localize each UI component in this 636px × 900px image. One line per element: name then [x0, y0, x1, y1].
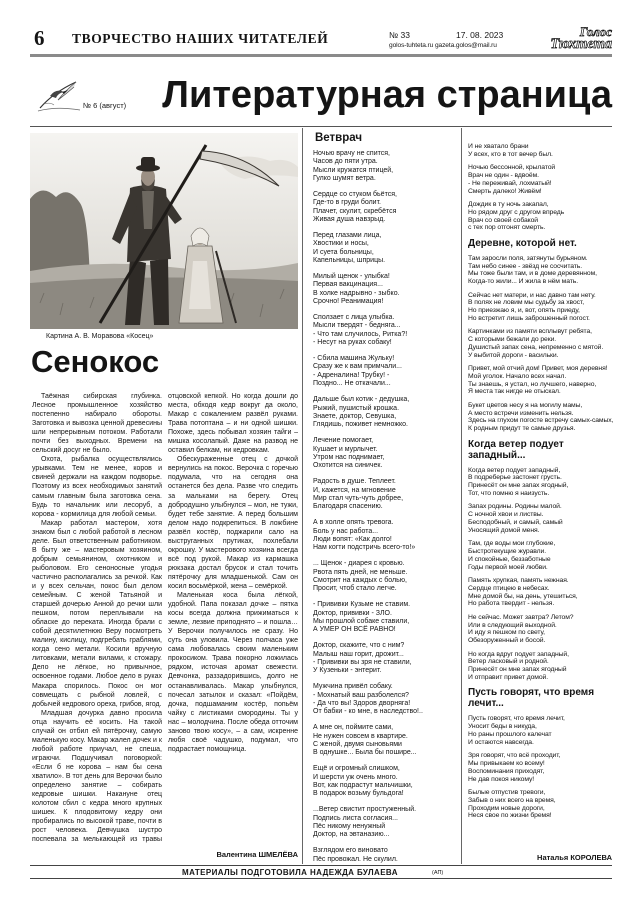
footer-rule-top	[30, 865, 612, 866]
article-paragraph: Макар работал мастером, хотя знаком был с любой работой в лесном деле. Был ответственным работником. В быту же – мастеровым хозяином, добрым семьянином, охотником и рыболовом. Его сеноносные угодья частично располагались за речкой. Как и у всех сельчан, покос был делом семейным. С женой Татьяной и старшей дочерью Анной до речки шли пешком, потом переплывали на обласке до переката. Иногда брали с собой десятилетнюю Веру посмотреть малину, кислицу, подгребать граблями, когда сено метали. Косили вручную литовками, метали вилами, к стожару. Дело не лёгкое, но привычное, освоенное годами. Любое дело в руках Макара спорилось. Покос он мог совмещать с рыбной ловлей, с добычей кедрового ореха, грибов, ягод.	[32, 519, 162, 708]
poem-title-vetvrach: Ветврач	[315, 132, 363, 144]
poem-title-derevne: Деревне, которой нет.	[468, 237, 577, 249]
stanza: Доктор, скажите, что с ним? Малыш наш горит, дрожит... - Прививки вы зря не ставили, У Кузеньки - энтерит.	[313, 642, 412, 675]
stanza: Привет, мой отчий дом! Привет, моя деревня! Мой уголок. Начало всех начал. Ты знаешь, я устал, но лучшего, наверно, Я места так нигде не отыскал.	[468, 365, 608, 396]
stanza: Сейчас нет матери, и нас давно там нету. В полях не ловим мы судьбу за хвост, Но приезжаю я, и, вот, опять приеду, Но встретит лишь заброшенный погост.	[468, 291, 596, 322]
article-paragraph: Обескураженные отец с дочкой вернулись на покос. Верочка с горечью подумала, что на сегодня она останется без дела. Разве что следить за мальками на берегу. Отец добродушно улыбнулся – мол, не тужи, будет тебе занятие. А перед большим делом надо подкрепиться. В ложбине развёл костёр, поджарили сало на выструганных прутиках, похлебали окрошку. У мастерового хозяина всегда всё под рукой. Макар из кармашка рюкзака достал брусок и стал точить пятёрочку для младшенькой. Сам он косил восьмёркой, жена – семёркой.	[168, 456, 298, 590]
footer-tag: (АП)	[432, 869, 444, 876]
stanza: Букет цветов несу я на могилу мамы, А место встречи изменить нельзя. Здесь на глухом погосте встречу самых-самых, К родным придут те самые друзья.	[468, 401, 614, 433]
stanza: И не хватало брани У всех, кто в тот вечер был.	[468, 143, 553, 158]
footer-credit: МАТЕРИАЛЫ ПОДГОТОВИЛА НАДЕЖДА БУЛАЕВА	[182, 868, 398, 877]
section-title: ТВОРЧЕСТВО НАШИХ ЧИТАТЕЛЕЙ	[72, 31, 329, 46]
article-paragraph: Охота, рыбалка осуществлялись урывками. Тем не менее, коров и свиней держали на каждом подворье. Поэтому из всех необходимых занятий самым главным была заготовка сена. Будь то начальник или лесоруб, а корова - кормилица для любой семьи.	[32, 456, 162, 518]
stanza: А мне он, поймите сами, Не нужен совсем в квартире. С женой, двумя сыновьями В однушке... Была бы пошире...	[313, 724, 417, 757]
issue-number: № 33	[389, 30, 410, 40]
right-column	[468, 143, 614, 853]
logo-line-1: Голос	[579, 24, 612, 39]
stanza: Перед глазами лица, Хвостики и носы, И суета больницы, Капельницы, шприцы.	[313, 232, 386, 265]
article-author: Валентина ШМЕЛЁВА	[216, 850, 298, 859]
title-divider	[30, 126, 612, 127]
column-rule	[461, 128, 462, 864]
stanza: Дождик в ту ночь закапал, Но рядом друг с другом впредь Врач со своей собакой с тех пор отгонят смерть.	[468, 200, 565, 232]
issue-date: 17. 08. 2023	[456, 30, 504, 40]
stanza: Там, где воды мои глубокие, Быстротекущие журавли. И спокойные, беззаботные Годы первой моей любви.	[468, 540, 556, 571]
contacts	[389, 42, 497, 49]
article-paragraph: Таёжная сибирская глубинка. Лесное промышленное хозяйство постепенно набирало обороты. Заготовка и вывозка ценной древесины шли непрерывным потоком. Работали почти без выходных. Времени на сельский досуг не было.	[32, 393, 162, 455]
stanza: Мужчина привёл собаку. - Мохнатый ваш разболелся? - Да что вы! Здоров дворняга! От бабки - ко мне, в наследство!..	[313, 683, 423, 716]
poems-author: Наталья КОРОЛЕВА	[534, 853, 612, 862]
stanza: Дальше был котик - дедушка, Рыжий, пушистый крошка. Знаете, доктор, Севушка, Глядишь, поживет немножко.	[313, 396, 410, 429]
stanza: Запах родины. Родины малой. С ночной хвои и листвы. Бесподобный, и самый, самый Уносящий домой меня.	[468, 503, 563, 534]
stanza: Когда ветер подует западный, В подреберье застонет грусть. Принесёт он мне запах ягодный, Тот, что помню я наизусть.	[468, 466, 569, 498]
site-url: golos-tuhteta.ru	[389, 42, 434, 49]
stanza: ...Ветер свистит простуженный. Подпись листа согласия... Пёс никому ненужный Доктор, на эвтаназию...	[313, 806, 417, 839]
stanza: - Прививки Кузьме не ставим. Доктор, прививки - ЗЛО. Мы прошлой собаке ставили, А УМЕР ОН ВСЁ РАВНО!	[313, 601, 411, 634]
painting-caption: Картина А. В. Моравова «Косец»	[46, 333, 154, 340]
stanza: Ещё и огромный слишком, И шерсти уж очень много. Вот, как подрастут мальчишки, В подарок возьму бульдога!	[313, 765, 413, 798]
stanza: Милый щенок - улыбка! Первая вакцинация... В холке надрывно - зыбко. Срочно! Реанимация!	[313, 273, 400, 306]
logo-line-2: Тюхтета	[550, 36, 612, 52]
article-paragraph: Маленькая коса была лёгкой, удобной. Папа показал дочке – пятка косы всегда должна прижиматься к земле, лезвие приподнято – и пошла… У Верочки получилось не сразу. Но суть она уловила. Через полчаса уже сама любовалась своим маленьким прокосиком. Трава покорно ложилась рядком, источая аромат свежести. Девчонка, раззадорившись, долго не останавливалась. Макар улыбнулся, почесал затылок и сказал: «Пойдём, дочка, подшаманим костёр, попьём чайку с листиками смородины. Ты у нас – молодчина. После обеда отточим заново твою косу», – а сам, искренне любя своё чадушко, подумал, что подрастает помощница.	[168, 592, 298, 753]
painting-kosets	[30, 133, 298, 329]
stanza: Память хрупкая, память нежная. Сердце птицею в небесах. Мне домой бы, на день, утешиться, Но работа твердит - нельзя.	[468, 577, 578, 608]
footer-rule-bottom	[30, 878, 612, 879]
column-rule	[302, 128, 303, 864]
stanza: Картинками из памяти всплывут ребята, С которыми бежали до реки. Душистый запах сена, непременно с мятой. У выбитой дороги - васильки.	[468, 328, 604, 359]
stanza: Сердце со стуком бьётся, Где-то в груди болит. Плачет, скулит, скребётся Живая душа навзрыд.	[313, 191, 397, 224]
stanza: - Сбила машина Жульку! Сразу же к вам примчали... - Адреналина! Трубку! - Поздно... Не откачали...	[313, 355, 402, 388]
stanza: Пусть говорят, что время лечит, Уносит беды в никуда, Но раны прошлого калечат И остаются навсегда.	[468, 715, 565, 746]
quill-bird-illustration	[36, 78, 90, 114]
header-divider	[30, 54, 612, 57]
page-title: Литературная страница	[162, 74, 612, 116]
stanza: Ночью бессонной, крылатой Врач не один - вдвоём. - Не переживай, лохматый! Смерть далеко! Живём!	[468, 164, 556, 195]
article-title: Сенокос	[31, 344, 160, 379]
stanza: Но когда вдруг подует западный, Ветер ласковый и родной. Принесёт он мне запах ягодный И отправит привет домой.	[468, 650, 569, 681]
stanza: А в холле опять тревога. Боль у нас работа... Люди вопят: «Как долго! Нам когти подстричь всего-то!»	[313, 519, 416, 552]
poem-title-vremya: Пусть говорят, что время лечит...	[468, 687, 595, 710]
article-paragraph: Младшая дочурка давно просила отца научить её косить. На такой случай он отбил ей пятёрочку, самую маленькую косу. Макар жалел дочек и к любой работе приучал, не спеша, играючи. Подшучивал поговоркой: «Если б не корова – нам бы сена хватило». В тот день для Верочки было определено занятие – собирать кедровые шишки. Накануне отец колотом сбил с кедра много крупных шишек. К плодовитому кедру они пробирались по высокой траве, почти в рост человека. Девчушка шустро поспевала за мелькающей из травы отцовской кепкой. Но когда дошли до места, обходя кедр вокруг да около, Макар с сожалением развёл руками. Трава потоптана – и ни одной шишки. Похоже, здесь побывал хозяин тайги – мишка косолапый. Даже на развод не оставил белкам, ни кедровкам.	[32, 393, 298, 844]
stanza: Лечение помогает, Кушает и мурлычет. Утром нас поднимает, Охотится на синичек.	[313, 437, 385, 470]
article-body	[32, 392, 298, 848]
stanza: Сползает с лица улыбка. Мысли твердят - бедняга... - Что там случилось, Ритка?! - Несут на руках собаку!	[313, 314, 408, 347]
stanza: Не сейчас. Может завтра? Летом? Или в следующий выходной. И иду я пешком по свету, Обезоруженный и босой.	[468, 613, 574, 645]
email-address: gazeta.golos@mail.ru	[434, 42, 497, 49]
poem-vetvrach	[313, 150, 459, 864]
stanza: Былые отпустив тревоги, Забыв о них всего на время, Проходим новые дороги, Неся свое по жизни бремя!	[468, 788, 556, 820]
stanza: Радость в душе. Теплеет. И, кажется, на мгновение Мир стал чуть-чуть добрее, Благодаря спасению.	[313, 478, 404, 511]
newspaper-logo	[522, 26, 612, 50]
stanza: Взглядом его виновато Пёс провожал. Не скулил.	[313, 847, 398, 863]
supplement-number: № 6 (август)	[83, 101, 127, 110]
stanza: ... Щенок - диарея с кровью. Рвота пять дней, не меньше. Смотрит на каждых с болью, Просит, чтоб стало легче.	[313, 560, 408, 593]
page-number: 6	[34, 26, 45, 50]
stanza: Ночью врачу не спится, Часов до пяти утра. Мысли кружатся птицей, Гулко шумят ветра.	[313, 150, 394, 183]
poem-title-veter: Когда ветер подует западный...	[468, 438, 564, 461]
stanza: Там заросли поля, затянуты бурьяном. Там небо синее - звёзд не сосчитать. Мы тоже были там, и в доме деревянном, Когда-то жили... И жила в нём мать.	[468, 254, 597, 286]
stanza: Зря говорят, что всё проходит, Мы привыкаем ко всему! Воспоминания приходят, Не дав покоя никому!	[468, 752, 561, 783]
